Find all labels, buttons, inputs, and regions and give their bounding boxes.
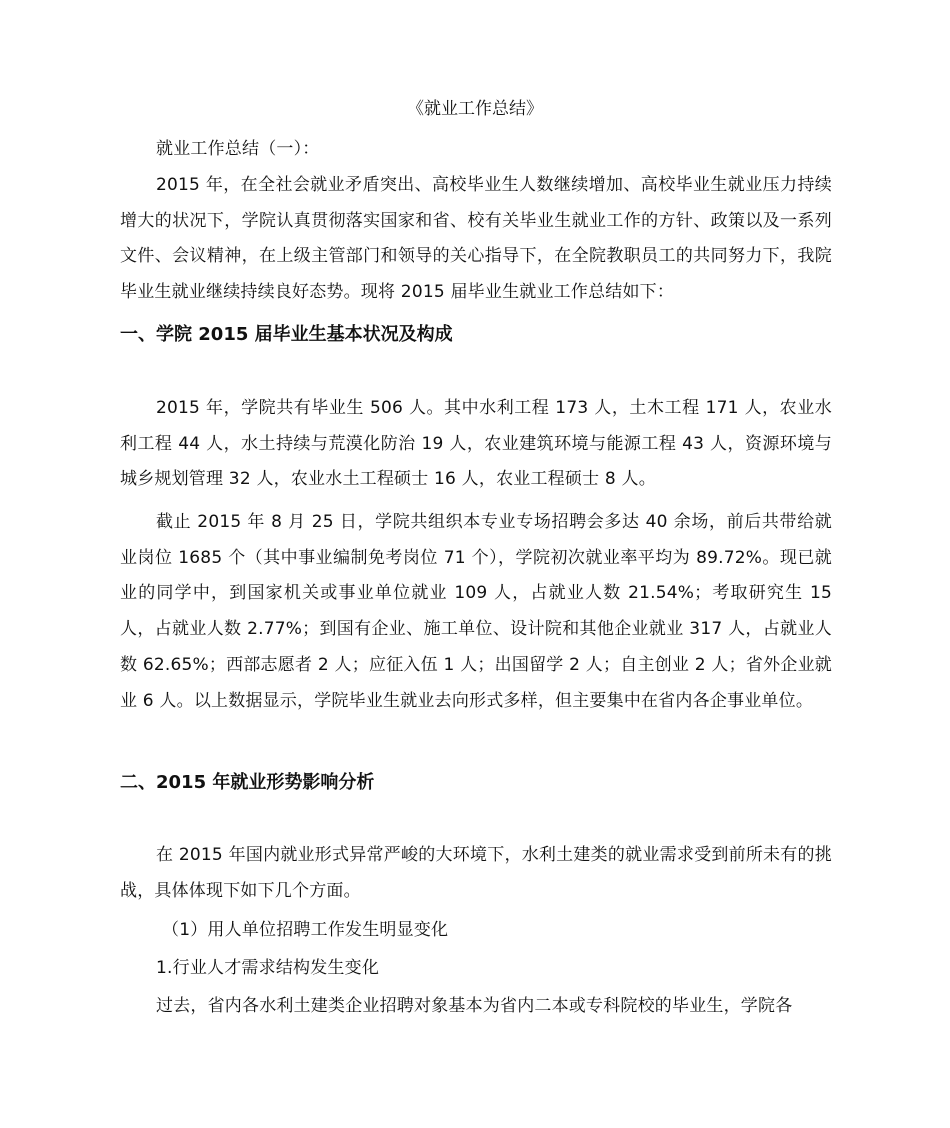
- section-2-paragraph-1: 在 2015 年国内就业形式异常严峻的大环境下，水利土建类的就业需求受到前所未有的挑战，具体体现下如下几个方面。: [120, 845, 832, 901]
- section-2-heading: 二、2015 年就业形势影响分析: [120, 772, 375, 793]
- section-2-paragraph-2: 过去，省内各水利土建类企业招聘对象基本为省内二本或专科院校的毕业生，学院各: [156, 996, 793, 1016]
- document-subtitle: 就业工作总结（一）：: [156, 139, 320, 159]
- section-1-heading: 一、学院 2015 届毕业生基本状况及构成: [120, 324, 453, 345]
- section-1-paragraph-2: 截止 2015 年 8 月 25 日，学院共组织本专业专场招聘会多达 40 余场，前后共带给就业岗位 1685 个（其中事业编制免考岗位 71 个），学院初次就业率平均为 89.72%。现已就业的同学中，到国家机关或事业单位就业 109 人，占就业人数 21.54%；考取研究生 15 人，占就业人数 2.77%；到国有企业、施工单位、设计院和其他企业就业 317 人，占就业人数 62.65%；西部志愿者 2 人；应征入伍 1 人；出国留学 2 人；自主创业 2 人；省外企业就业 6 人。以上数据显示，学院毕业生就业去向形式多样，但主要集中在省内各企事业单位。: [120, 512, 832, 711]
- section-1-paragraph-1: 2015 年，学院共有毕业生 506 人。其中水利工程 173 人，土木工程 171 人，农业水利工程 44 人，水土持续与荒漠化防治 19 人，农业建筑环境与能源工程 43 人，资源环境与城乡规划管理 32 人，农业水土工程硕士 16 人，农业工程硕士 8 人。: [120, 398, 832, 490]
- document-title: 《就业工作总结》: [407, 99, 543, 119]
- section-2-subheading-1-1: 1.行业人才需求结构发生变化: [156, 958, 380, 978]
- intro-paragraph: 2015 年，在全社会就业矛盾突出、高校毕业生人数继续增加、高校毕业生就业压力持续增大的状况下，学院认真贯彻落实国家和省、校有关毕业生就业工作的方针、政策以及一系列文件、会议精神，在上级主管部门和领导的关心指导下，在全院教职员工的共同努力下，我院毕业生就业继续持续良好态势。现将 2015 届毕业生就业工作总结如下：: [120, 175, 832, 303]
- section-2-subheading-1: （1）用人单位招聘工作发生明显变化: [162, 920, 449, 940]
